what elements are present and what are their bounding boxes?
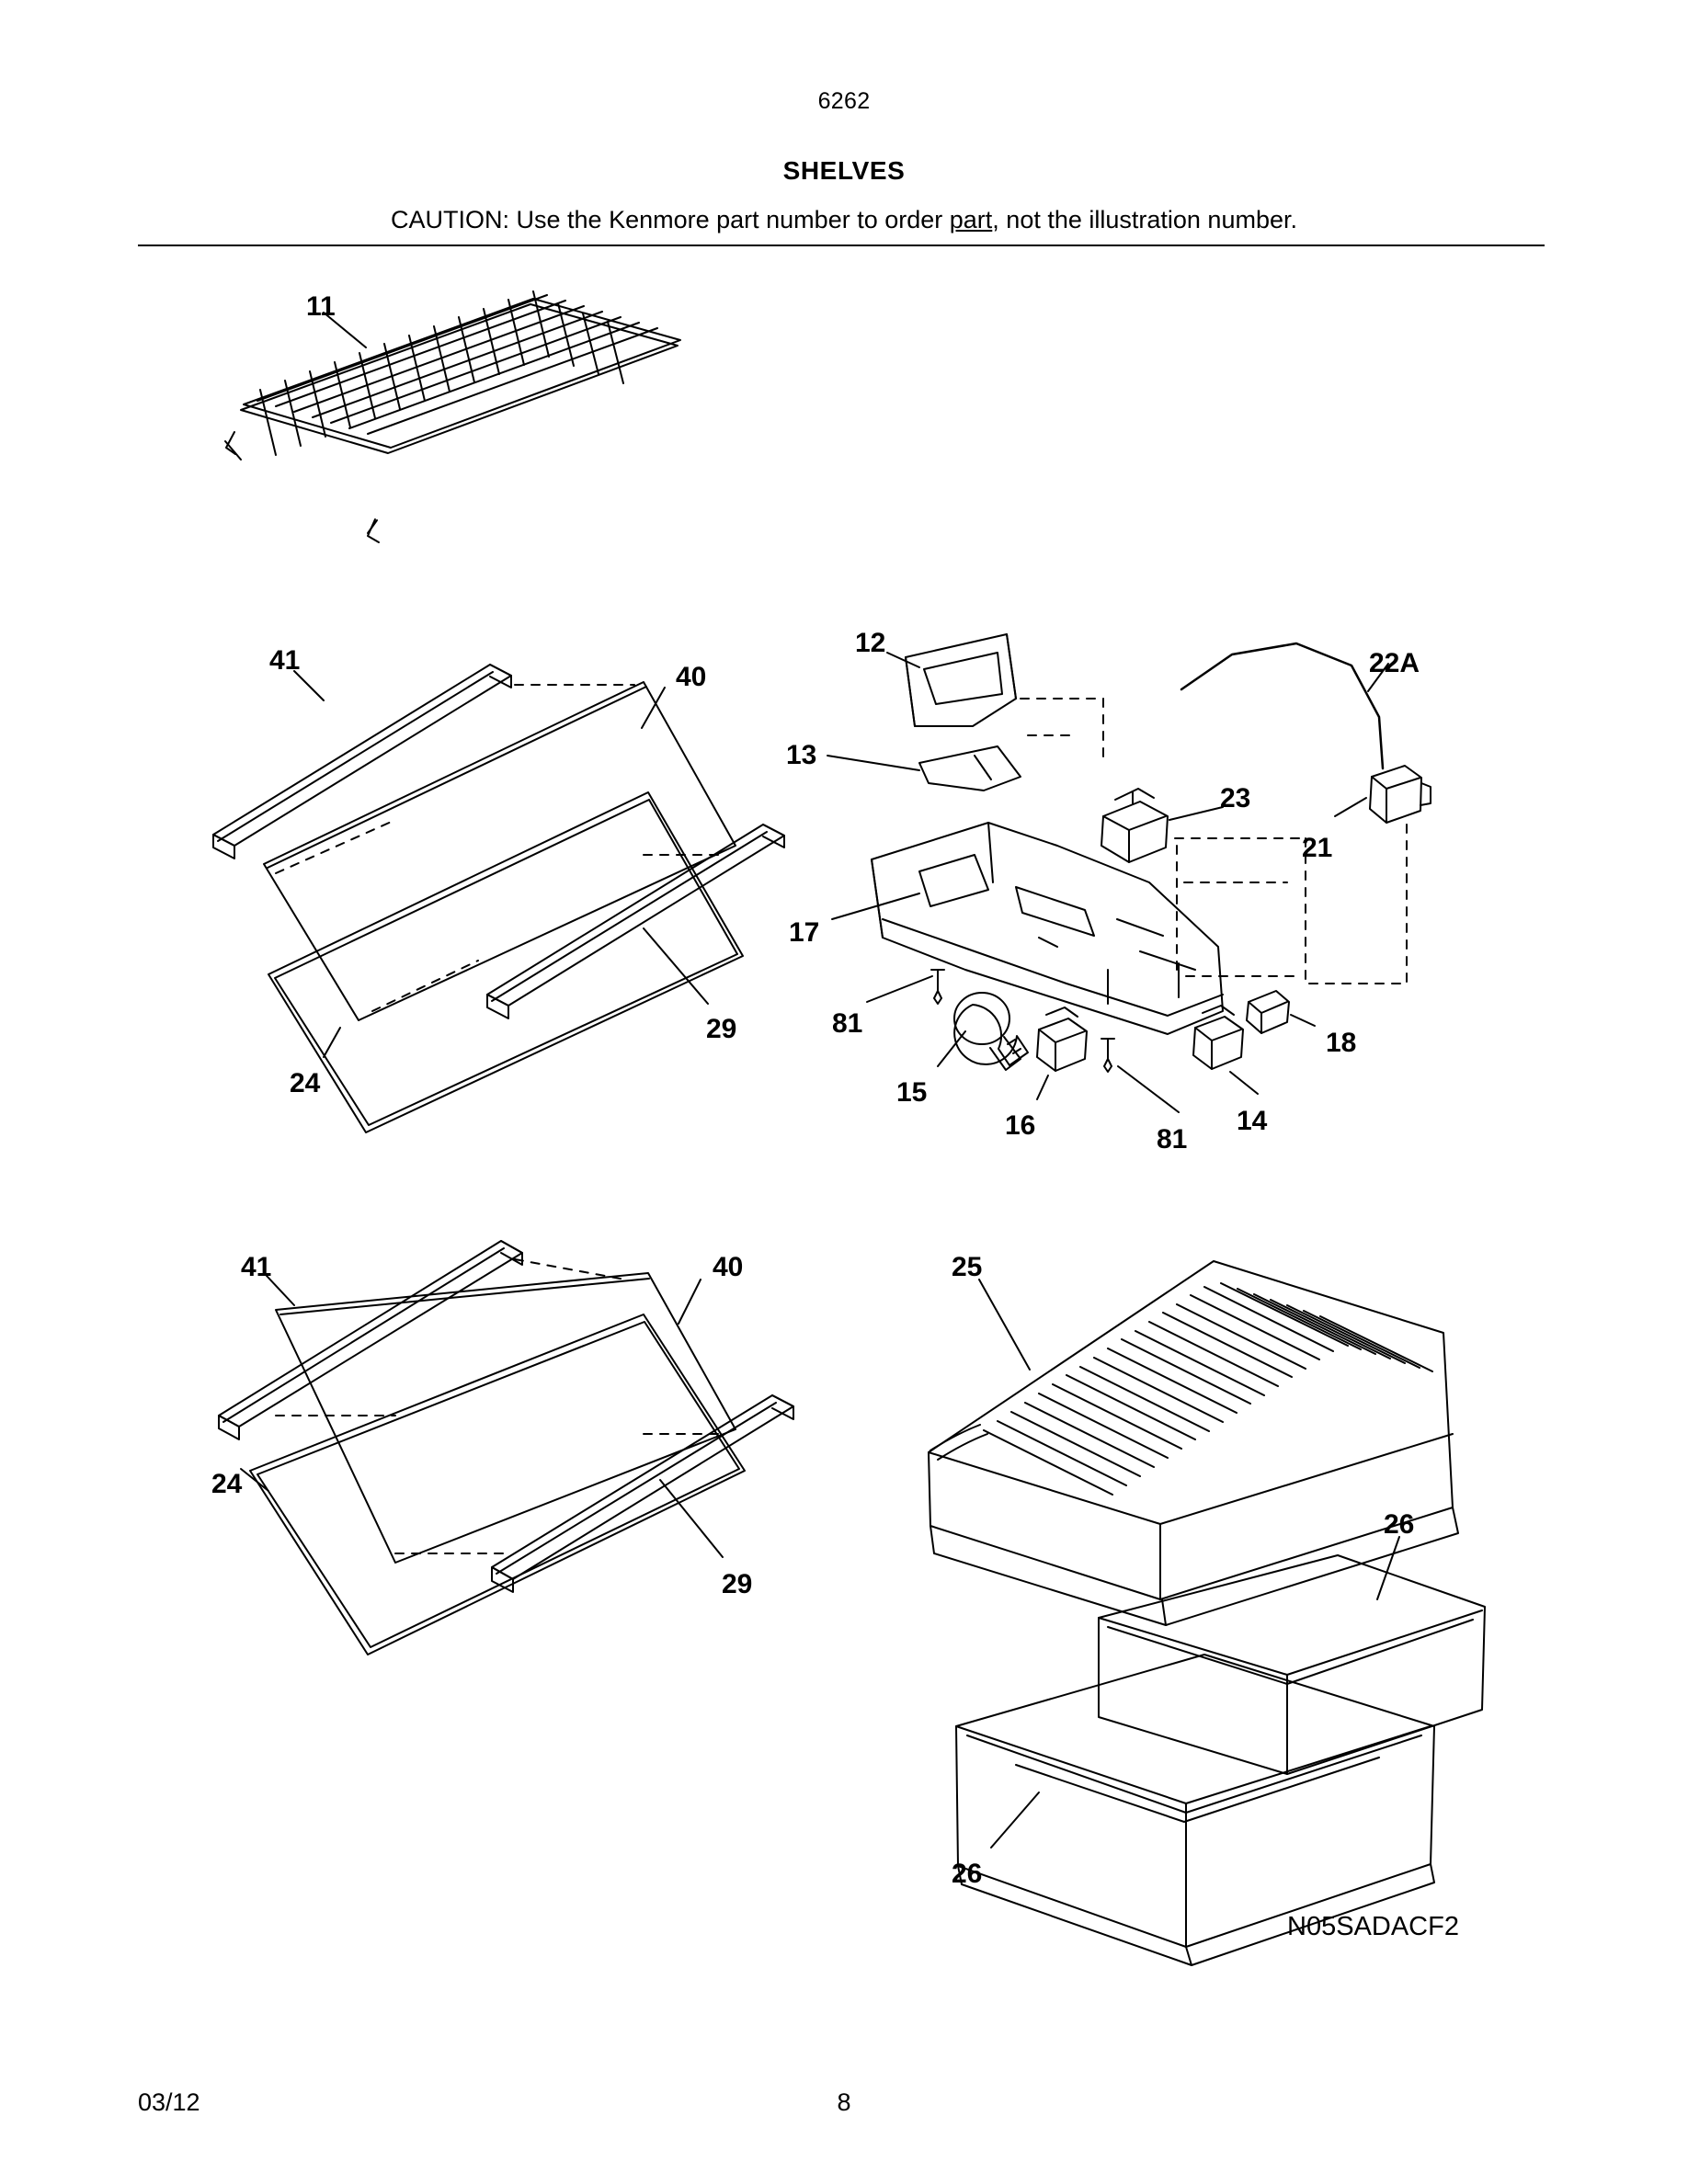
glass-shelf-assembly-upper <box>213 665 784 1132</box>
header-divider <box>138 245 1545 246</box>
callout-81-right: 81 <box>1157 1124 1188 1155</box>
callout-41-upper: 41 <box>269 645 301 676</box>
caution-prefix: CAUTION: Use the Kenmore part number to order <box>391 206 950 233</box>
callout-40-lower: 40 <box>713 1252 744 1282</box>
model-number: 6262 <box>817 88 871 114</box>
callout-26-front: 26 <box>952 1859 983 1889</box>
callout-22a: 22A <box>1369 648 1420 678</box>
callout-24-upper: 24 <box>290 1068 321 1098</box>
caution-suffix: , not the illustration number. <box>992 206 1297 233</box>
callout-17: 17 <box>789 917 820 948</box>
callout-14: 14 <box>1237 1106 1268 1136</box>
callout-21: 21 <box>1302 833 1333 863</box>
caution-note <box>0 206 1688 234</box>
callout-23: 23 <box>1220 783 1251 813</box>
callout-18: 18 <box>1326 1028 1357 1058</box>
callout-24-lower: 24 <box>211 1469 243 1499</box>
callout-12: 12 <box>855 628 886 658</box>
callout-15: 15 <box>896 1077 928 1108</box>
footer-date: 03/12 <box>138 2088 200 2116</box>
callout-11: 11 <box>306 291 336 322</box>
diagram-code: N05SADACF2 <box>1287 1912 1459 1941</box>
glass-shelf-assembly-lower <box>219 1241 793 1655</box>
callout-13: 13 <box>786 740 817 770</box>
callout-16: 16 <box>1005 1110 1036 1141</box>
footer-page-number: 8 <box>837 2088 851 2116</box>
wire-shelf-11 <box>225 291 680 542</box>
callout-25: 25 <box>952 1252 983 1282</box>
callout-40-upper: 40 <box>676 662 707 692</box>
page-title: SHELVES <box>782 156 906 185</box>
callout-29-lower: 29 <box>722 1569 753 1599</box>
callout-29-upper: 29 <box>706 1014 737 1044</box>
callout-81-left: 81 <box>832 1008 863 1039</box>
callout-26-rear: 26 <box>1384 1509 1415 1540</box>
caution-underlined-word: part <box>949 206 993 233</box>
callout-41-lower: 41 <box>241 1252 272 1282</box>
crisper-pans-26 <box>956 1537 1485 1965</box>
crisper-cover-25 <box>929 1261 1458 1625</box>
